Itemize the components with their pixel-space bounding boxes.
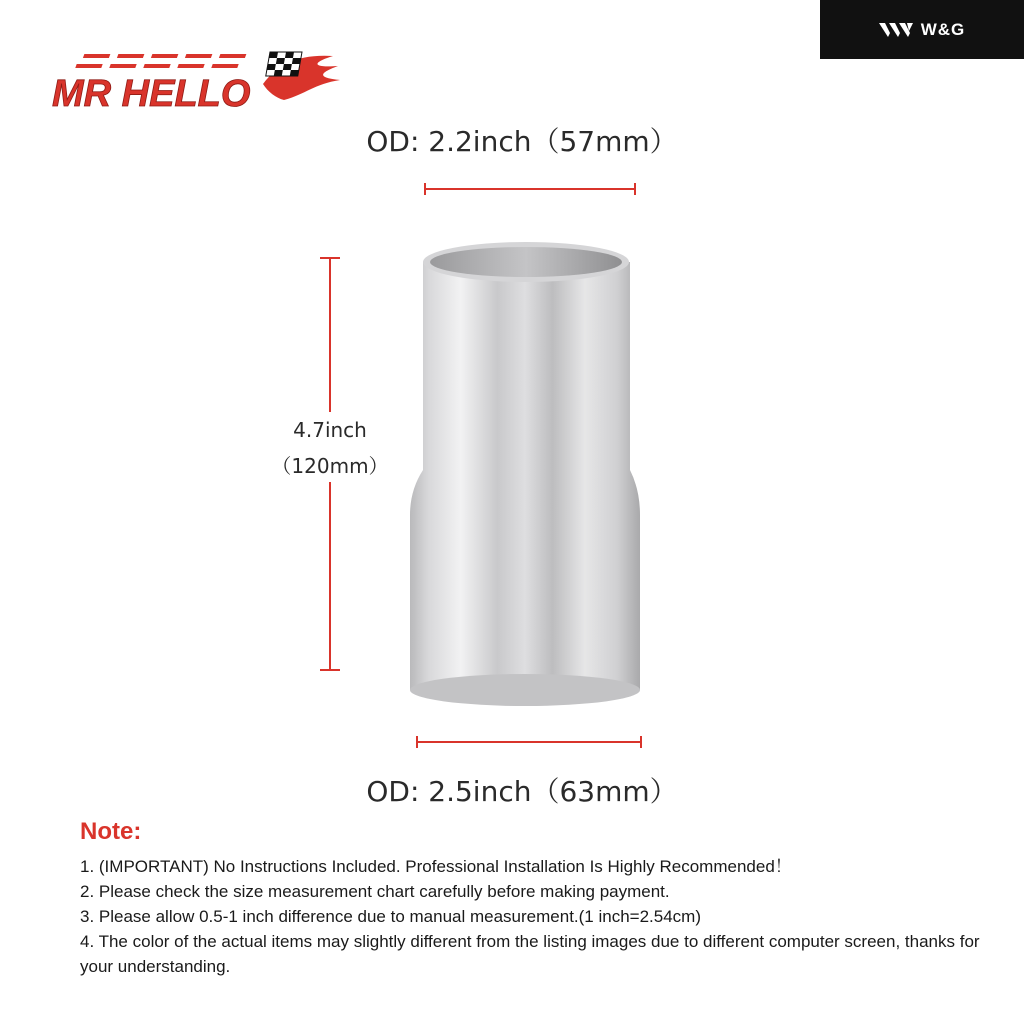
bottom-dimension-line xyxy=(417,736,641,748)
top-dimension-line xyxy=(425,183,635,195)
reducer-pipe xyxy=(410,242,640,706)
note-item: 3. Please allow 0.5-1 inch difference due to manual measurement.(1 inch=2.54cm) xyxy=(80,907,702,926)
note-item: 2. Please check the size measurement chart carefully before making payment. xyxy=(80,882,670,901)
notes-section xyxy=(80,818,980,979)
length-inch-label: 4.7inch xyxy=(293,418,367,442)
note-item: 1. (IMPORTANT) No Instructions Included. Professional Installation Is Highly Recommended！ xyxy=(80,857,792,876)
logo-wordmark: MR HELLO xyxy=(52,73,251,115)
note-item: 4. The color of the actual items may slightly different from the listing images due to different computer screen, thanks for your understanding. xyxy=(80,932,980,976)
od-top-label: OD: 2.2inch（57mm） xyxy=(366,125,678,158)
brand-badge-text: W&G xyxy=(920,19,966,39)
od-bottom-label: OD: 2.5inch（63mm） xyxy=(366,775,678,808)
notes-title: Note: xyxy=(80,818,142,845)
length-mm-label: （120mm） xyxy=(271,454,389,478)
